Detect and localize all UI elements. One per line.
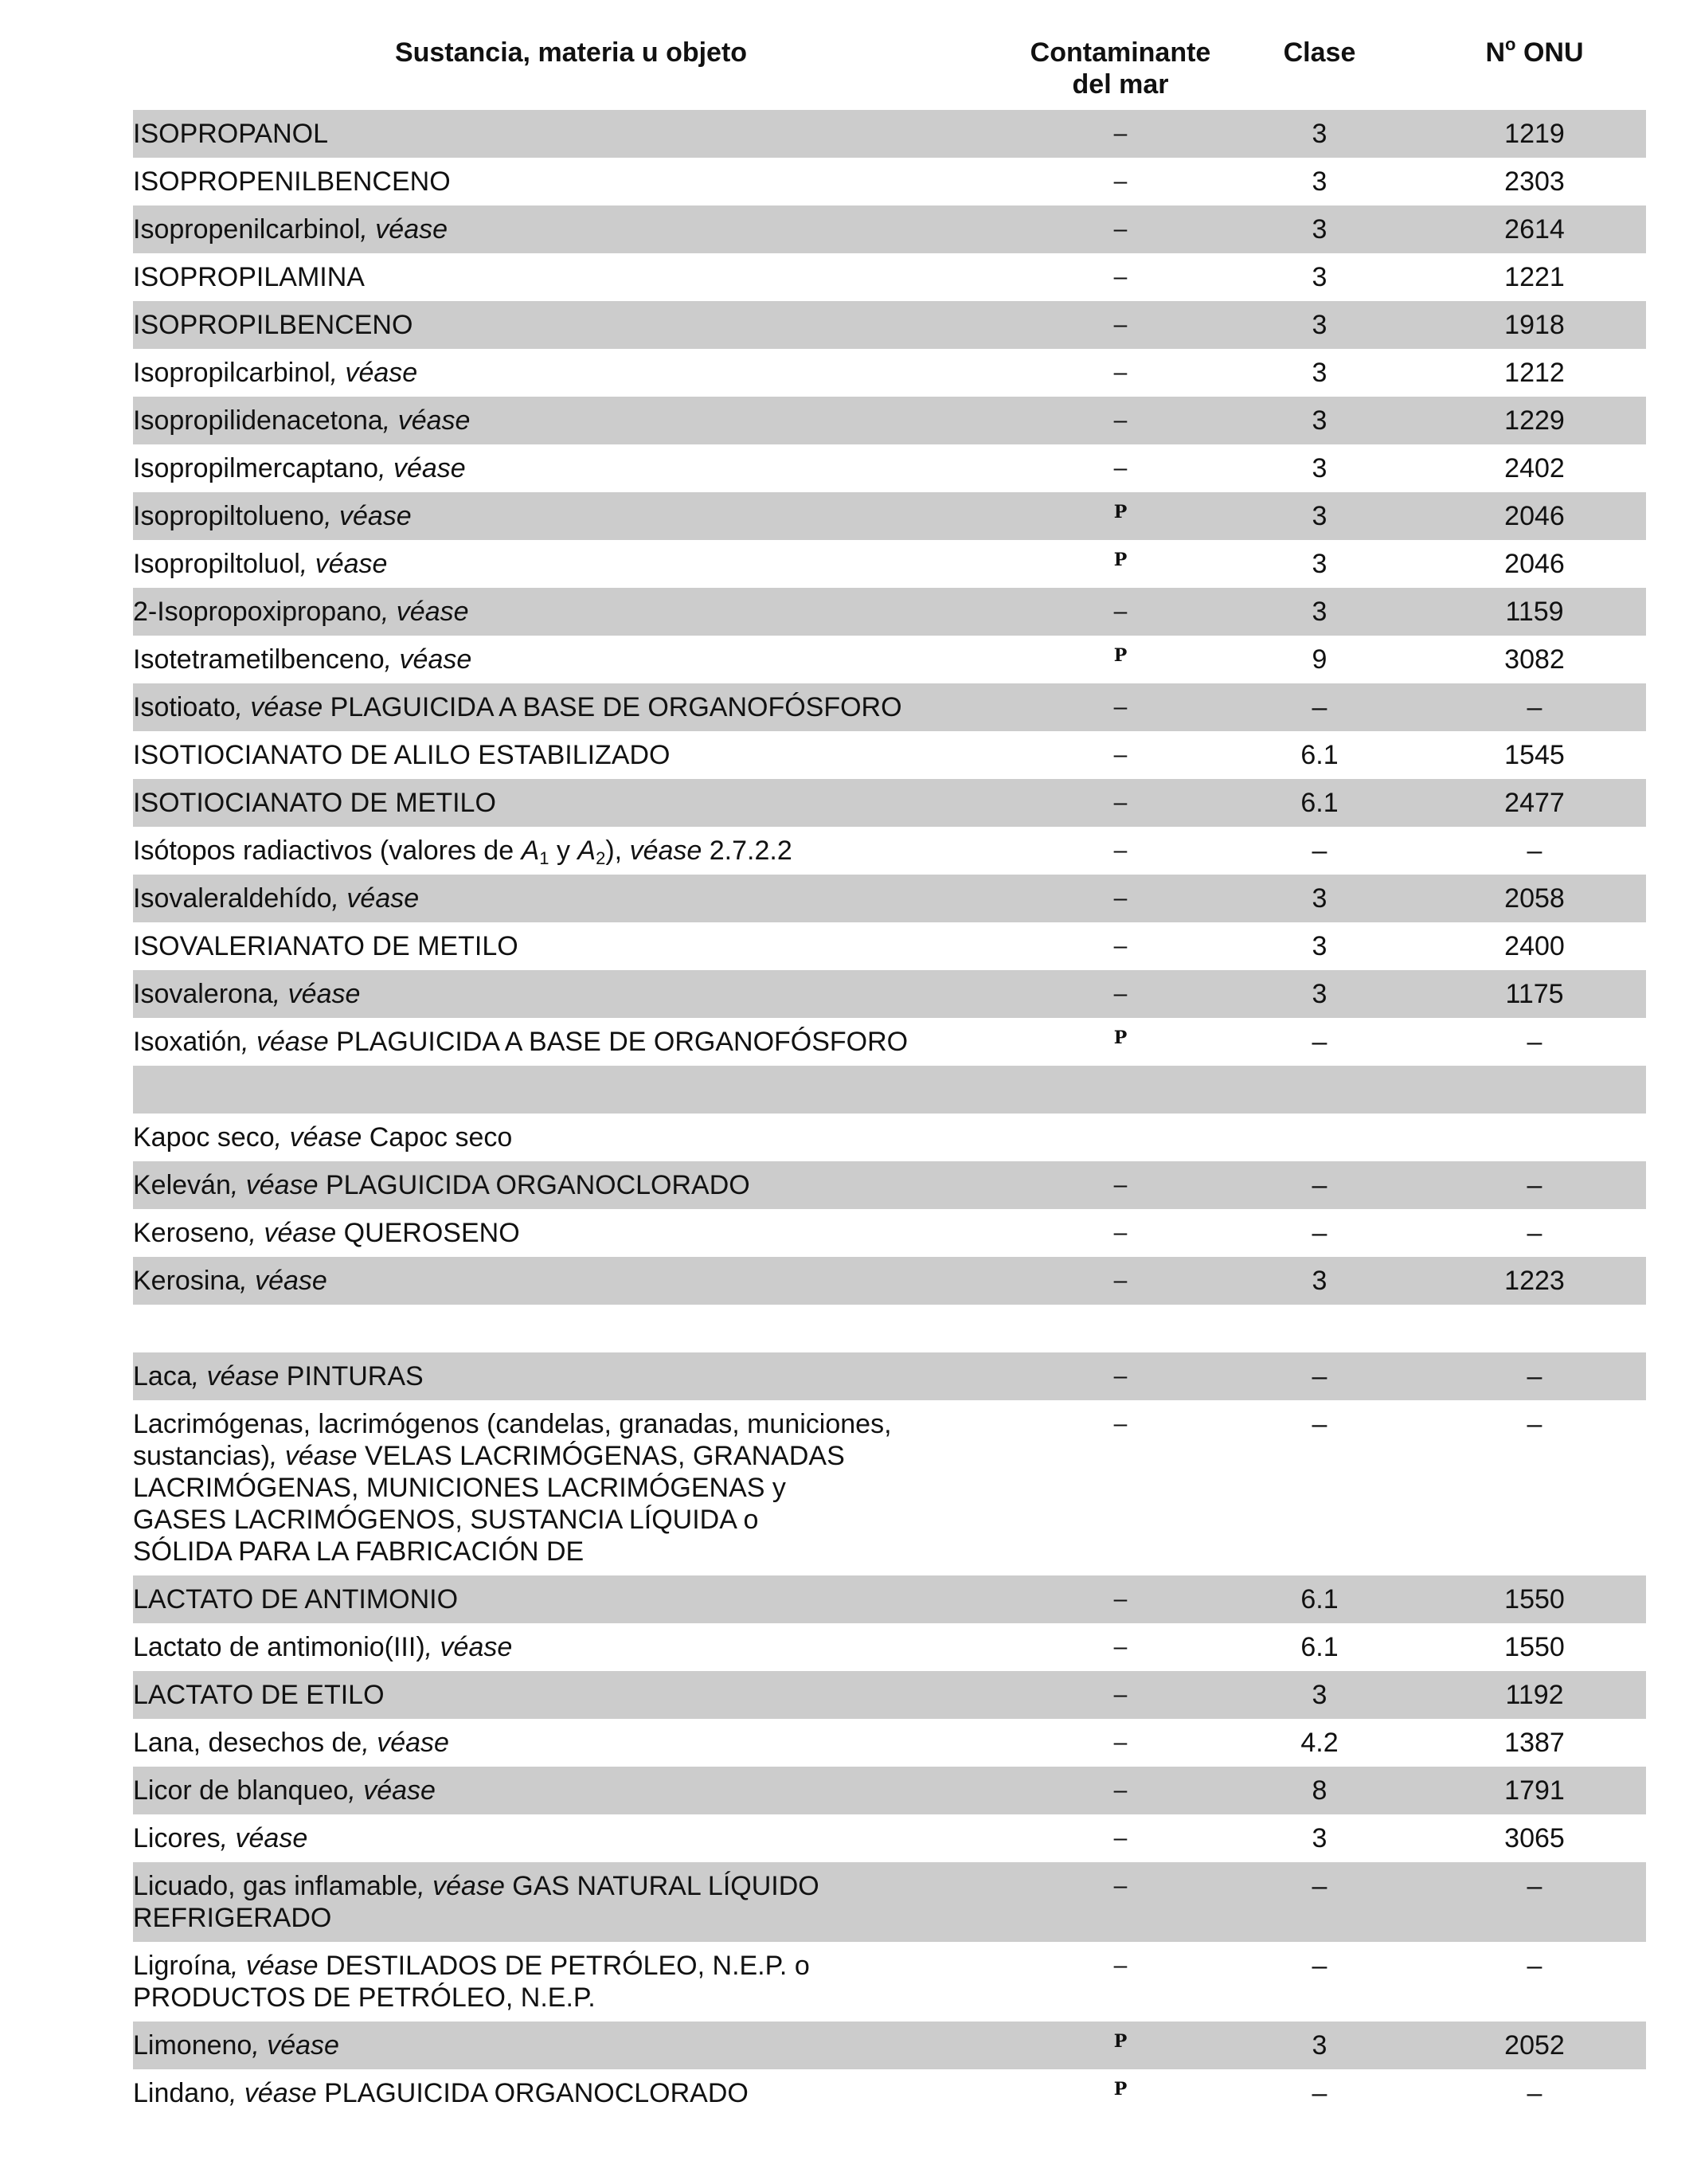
class-cell: 3: [1312, 883, 1327, 914]
marine-pollutant-cell: [1025, 1313, 1216, 1344]
substance-cell: [133, 1217, 1025, 1249]
cross-reference: GASES LACRIMÓGENOS, SUSTANCIA LÍQUIDA o: [133, 1505, 759, 1535]
table-row: [133, 205, 1646, 253]
substance-cell: [133, 1074, 1025, 1106]
table-row: [133, 1942, 1646, 2022]
table-row: [133, 875, 1646, 922]
table-row: [133, 1862, 1646, 1942]
marine-pollutant-cell: [1025, 1074, 1216, 1106]
un-number-cell: 2303: [1504, 166, 1565, 197]
symbol-a1: A: [521, 836, 540, 866]
un-number-cell: 3065: [1504, 1823, 1565, 1853]
table-row: [133, 110, 1646, 158]
marine-pollutant-cell: –: [1113, 1363, 1128, 1389]
marine-pollutant-cell: –: [1113, 694, 1128, 720]
substance-cell: [133, 1822, 1025, 1854]
see-reference-label: , véase: [362, 1728, 449, 1758]
marine-pollutant-cell: –: [1113, 455, 1128, 481]
text-run: ),: [605, 836, 630, 866]
header-un-number: [1423, 34, 1646, 68]
marine-pollutant-cell: P: [1113, 1027, 1128, 1048]
table-row: [133, 349, 1646, 397]
un-number-cell: –: [1527, 1951, 1542, 1981]
marine-pollutant-cell: –: [1113, 1952, 1128, 1979]
marine-pollutant-cell: –: [1113, 1411, 1128, 1437]
marine-pollutant-cell: –: [1113, 742, 1128, 768]
un-number-cell: 2046: [1504, 549, 1565, 579]
marine-pollutant-cell: –: [1113, 1586, 1128, 1612]
class-cell: 3: [1312, 1266, 1327, 1296]
class-cell: 3: [1312, 310, 1327, 340]
un-number-cell: 1550: [1504, 1632, 1565, 1662]
un-number-cell: –: [1527, 692, 1542, 722]
cross-reference: PLAGUICIDA A BASE DE ORGANOFÓSFORO: [323, 692, 902, 722]
substance-cell: [133, 166, 1025, 198]
substance-name: LACTATO DE ETILO: [133, 1680, 385, 1710]
un-number-cell: 1545: [1504, 740, 1565, 770]
table-row: [133, 827, 1646, 875]
class-cell: 3: [1312, 1823, 1327, 1853]
substance-name: Kapoc seco: [133, 1122, 275, 1153]
class-cell: –: [1312, 1951, 1327, 1981]
substance-cell: [133, 309, 1025, 341]
class-cell: 3: [1312, 501, 1327, 531]
class-cell: 3: [1312, 1680, 1327, 1710]
table-row: [133, 970, 1646, 1018]
substance-name: Isovalerona: [133, 979, 273, 1009]
header-marine-pollutant: [1025, 37, 1216, 100]
substance-name: Isopropenilcarbinol: [133, 214, 361, 245]
table-row: [133, 1671, 1646, 1719]
un-number-cell: –: [1527, 1027, 1542, 1057]
substance-name: Lana, desechos de: [133, 1728, 362, 1758]
un-number-cell: –: [1527, 2078, 1542, 2108]
substance-cell: [133, 1121, 1025, 1153]
see-reference-label: , véase: [382, 405, 471, 436]
substance-name: Licor de blanqueo: [133, 1775, 349, 1806]
marine-pollutant-cell: P: [1113, 645, 1128, 666]
see-reference-label: , véase: [252, 2030, 339, 2061]
table-row: [133, 397, 1646, 444]
cross-reference: SÓLIDA PARA LA FABRICACIÓN DE: [133, 1536, 585, 1567]
see-reference-label: , véase: [272, 979, 361, 1009]
table-row: [133, 1114, 1646, 1161]
table-row: [133, 1767, 1646, 1814]
substance-cell: [133, 213, 1025, 245]
substance-name: Isotioato: [133, 692, 236, 722]
class-cell: 3: [1312, 2030, 1327, 2061]
un-number-cell: 2052: [1504, 2030, 1565, 2061]
substance-name: Isótopos radiactivos (valores de: [133, 836, 522, 866]
class-cell: 9: [1312, 644, 1327, 675]
marine-pollutant-cell: –: [1113, 1777, 1128, 1803]
substance-cell: [133, 1679, 1025, 1711]
see-reference-label: , véase: [235, 692, 323, 722]
substance-cell: [133, 1265, 1025, 1297]
class-cell: 6.1: [1300, 1584, 1339, 1615]
substance-name: ISOPROPENILBENCENO: [133, 166, 451, 197]
substance-cell: [133, 118, 1025, 150]
substance-name: Keroseno: [133, 1218, 249, 1248]
see-reference-label: , véase: [191, 1361, 280, 1391]
marine-pollutant-cell: –: [1113, 1634, 1128, 1660]
substance-cell: [133, 835, 1025, 867]
substance-name: ISOPROPILAMINA: [133, 262, 365, 292]
header-un-prefix: N: [1485, 37, 1506, 68]
cross-reference: PLAGUICIDA ORGANOCLORADO: [318, 1170, 750, 1200]
class-cell: –: [1312, 1361, 1327, 1391]
substance-cell: [133, 596, 1025, 628]
substance-name: 2-Isopropoxipropano: [133, 597, 381, 627]
marine-pollutant-cell: P: [1113, 550, 1128, 570]
table-row: [133, 922, 1646, 970]
see-reference-label: , véase: [330, 358, 418, 388]
marine-pollutant-cell: –: [1113, 216, 1128, 242]
see-reference-label: , véase: [348, 1775, 436, 1806]
table-row: [133, 2069, 1646, 2117]
see-reference-label: , véase: [424, 1632, 513, 1662]
header-un-suffix: ONU: [1515, 37, 1584, 68]
marine-pollutant-cell: –: [1113, 1681, 1128, 1708]
substance-name: ISOPROPILBENCENO: [133, 310, 413, 340]
class-cell: –: [1312, 1218, 1327, 1248]
see-reference-label: , véase: [229, 2078, 317, 2108]
marine-pollutant-cell: –: [1113, 1873, 1128, 1899]
substance-cell: [133, 500, 1025, 532]
substance-name: Isopropilcarbinol: [133, 358, 330, 388]
substance-name-cont: sustancias): [133, 1441, 270, 1471]
marine-pollutant-cell: P: [1113, 2079, 1128, 2100]
cross-reference: PRODUCTOS DE PETRÓLEO, N.E.P.: [133, 1982, 596, 2013]
substance-cell: [133, 1870, 1025, 1934]
substance-name: Lacrimógenas, lacrimógenos (candelas, granadas, municiones,: [133, 1409, 892, 1439]
class-cell: –: [1312, 1409, 1327, 1439]
substance-cell: [133, 1408, 1025, 1568]
class-cell: –: [1312, 836, 1327, 866]
see-reference-label: , véase: [230, 1951, 319, 1981]
substance-name: Keleván: [133, 1170, 231, 1200]
see-reference-label: , véase: [331, 883, 420, 914]
substance-cell: [133, 739, 1025, 771]
substance-cell: [133, 978, 1025, 1010]
class-cell: 3: [1312, 166, 1327, 197]
class-cell: 3: [1312, 119, 1327, 149]
class-cell: –: [1312, 2078, 1327, 2108]
un-number-cell: 2058: [1504, 883, 1565, 914]
section-spacer-row: [133, 1066, 1646, 1114]
un-number-cell: 1387: [1504, 1728, 1565, 1758]
class-cell: [1216, 1074, 1423, 1106]
substance-cell: [133, 1950, 1025, 2014]
un-number-cell: 1223: [1504, 1266, 1565, 1296]
marine-pollutant-cell: P: [1113, 2031, 1128, 2052]
section-spacer-row: [133, 1305, 1646, 1352]
cross-reference: PINTURAS: [279, 1361, 424, 1391]
substance-name: ISOTIOCIANATO DE METILO: [133, 788, 496, 818]
marine-pollutant-cell: –: [1113, 1825, 1128, 1851]
class-cell: [1216, 1313, 1423, 1344]
class-cell: 3: [1312, 549, 1327, 579]
un-number-cell: 1791: [1504, 1775, 1565, 1806]
class-cell: [1216, 1121, 1423, 1153]
text-run: y: [549, 836, 578, 866]
table-row: [133, 540, 1646, 588]
class-cell: –: [1312, 1871, 1327, 1901]
see-reference-label: , véase: [269, 1441, 358, 1471]
un-number-cell: 2402: [1504, 453, 1565, 483]
class-cell: 3: [1312, 979, 1327, 1009]
substance-cell: [133, 548, 1025, 580]
class-cell: 6.1: [1300, 1632, 1339, 1662]
see-reference-label: , véase: [378, 453, 466, 483]
marine-pollutant-cell: –: [1113, 311, 1128, 338]
un-number-cell: 3082: [1504, 644, 1565, 675]
cross-reference: GAS NATURAL LÍQUIDO: [504, 1871, 819, 1901]
substance-cell: [133, 787, 1025, 819]
class-cell: 6.1: [1300, 740, 1339, 770]
class-cell: 4.2: [1300, 1728, 1339, 1758]
substance-name: Ligroína: [133, 1951, 231, 1981]
class-cell: 3: [1312, 262, 1327, 292]
substance-name: LACTATO DE ANTIMONIO: [133, 1584, 459, 1615]
class-cell: 3: [1312, 597, 1327, 627]
class-cell: 3: [1312, 453, 1327, 483]
cross-reference: VELAS LACRIMÓGENAS, GRANADAS: [357, 1441, 845, 1471]
cross-reference: Capoc seco: [362, 1122, 513, 1153]
substance-cell: [133, 1169, 1025, 1201]
substance-cell: [133, 691, 1025, 723]
table-row: [133, 301, 1646, 349]
subscript-1: 1: [539, 848, 549, 868]
substance-name: ISOTIOCIANATO DE ALILO ESTABILIZADO: [133, 740, 671, 770]
marine-pollutant-cell: –: [1113, 885, 1128, 911]
see-reference-label: , véase: [274, 1122, 362, 1153]
class-cell: 3: [1312, 358, 1327, 388]
cross-reference: 2.7.2.2: [702, 836, 792, 866]
substance-cell: [133, 1631, 1025, 1663]
cross-reference: REFRIGERADO: [133, 1903, 332, 1933]
substance-name: Limoneno: [133, 2030, 252, 2061]
marine-pollutant-cell: [1025, 1121, 1216, 1153]
substance-cell: [133, 1727, 1025, 1759]
see-reference-label: , véase: [381, 597, 469, 627]
cross-reference: DESTILADOS DE PETRÓLEO, N.E.P. o: [318, 1951, 810, 1981]
table-row: [133, 253, 1646, 301]
un-number-cell: 1221: [1504, 262, 1565, 292]
class-cell: 8: [1312, 1775, 1327, 1806]
symbol-a2: A: [577, 836, 596, 866]
substance-cell: [133, 883, 1025, 914]
marine-pollutant-cell: –: [1113, 837, 1128, 863]
un-number-cell: 2046: [1504, 501, 1565, 531]
substance-name: Laca: [133, 1361, 192, 1391]
table-row: [133, 683, 1646, 731]
table-row: [133, 1719, 1646, 1767]
substance-name: Isotetrametilbenceno: [133, 644, 385, 675]
table-row: [133, 2022, 1646, 2069]
table-row: [133, 779, 1646, 827]
substance-name: Isopropiltoluol: [133, 549, 300, 579]
substance-cell: [133, 1360, 1025, 1392]
substance-name: Lindano: [133, 2078, 230, 2108]
marine-pollutant-cell: –: [1113, 407, 1128, 433]
cross-reference: QUEROSENO: [336, 1218, 520, 1248]
substance-cell: [133, 1775, 1025, 1806]
substance-name: Licuado, gas inflamable: [133, 1871, 418, 1901]
substance-name: Lactato de antimonio(III): [133, 1632, 425, 1662]
table-row: [133, 444, 1646, 492]
un-number-cell: 1192: [1505, 1680, 1564, 1710]
table-row: [133, 636, 1646, 683]
substance-name: Isoxatión: [133, 1027, 242, 1057]
marine-pollutant-cell: –: [1113, 789, 1128, 816]
substance-cell: [133, 452, 1025, 484]
see-reference-label: , véase: [248, 1218, 337, 1248]
substance-cell: [133, 2029, 1025, 2061]
see-reference-label: , véase: [220, 1823, 308, 1853]
class-cell: 3: [1312, 931, 1327, 961]
substance-cell: [133, 357, 1025, 389]
see-reference-label: , véase: [360, 214, 448, 245]
substance-cell: [133, 1313, 1025, 1344]
table-header: [133, 33, 1646, 110]
table-row: [133, 731, 1646, 779]
un-number-cell: [1423, 1121, 1646, 1153]
header-class: Clase: [1283, 37, 1356, 68]
un-number-cell: 2400: [1504, 931, 1565, 961]
substance-cell: [133, 644, 1025, 675]
marine-pollutant-cell: –: [1113, 168, 1128, 194]
substance-name: Licores: [133, 1823, 221, 1853]
marine-pollutant-cell: –: [1113, 359, 1128, 386]
table-row: [133, 1209, 1646, 1257]
marine-pollutant-cell: –: [1113, 933, 1128, 959]
marine-pollutant-cell: –: [1113, 1219, 1128, 1246]
substance-name: ISOVALERIANATO DE METILO: [133, 931, 518, 961]
un-number-cell: –: [1527, 1170, 1542, 1200]
substance-name: Isopropiltolueno: [133, 501, 325, 531]
see-reference-label: , véase: [324, 501, 412, 531]
see-reference-label: , véase: [299, 549, 388, 579]
un-number-cell: [1423, 1074, 1646, 1106]
table-row: [133, 1400, 1646, 1575]
un-number-cell: 1212: [1504, 358, 1565, 388]
subscript-2: 2: [596, 848, 606, 868]
table-row: [133, 1814, 1646, 1862]
marine-pollutant-cell: P: [1113, 502, 1128, 523]
table-row: [133, 158, 1646, 205]
substance-name: Isovaleraldehído: [133, 883, 332, 914]
class-cell: 3: [1312, 214, 1327, 245]
table-row: [133, 492, 1646, 540]
cross-reference: LACRIMÓGENAS, MUNICIONES LACRIMÓGENAS y: [133, 1473, 786, 1503]
un-number-cell: 2614: [1504, 214, 1565, 245]
table-row: [133, 1352, 1646, 1400]
class-cell: –: [1312, 1170, 1327, 1200]
substance-name: Isopropilmercaptano: [133, 453, 379, 483]
substance-name: Isopropilidenacetona: [133, 405, 383, 436]
substance-cell: [133, 1583, 1025, 1615]
un-number-cell: 1229: [1504, 405, 1565, 436]
un-number-cell: 1550: [1504, 1584, 1565, 1615]
see-reference-label: , véase: [230, 1170, 319, 1200]
marine-pollutant-cell: –: [1113, 980, 1128, 1007]
table-row: [133, 1161, 1646, 1209]
substance-name: Kerosina: [133, 1266, 240, 1296]
marine-pollutant-cell: –: [1113, 1172, 1128, 1198]
class-cell: –: [1312, 1027, 1327, 1057]
header-substance: Sustancia, materia u objeto: [394, 37, 748, 68]
un-number-cell: 1175: [1505, 979, 1564, 1009]
un-number-cell: –: [1527, 836, 1542, 866]
un-number-cell: –: [1527, 1361, 1542, 1391]
substance-name: ISOPROPANOL: [133, 119, 328, 149]
un-number-cell: –: [1527, 1409, 1542, 1439]
see-reference-label: , véase: [384, 644, 472, 675]
marine-pollutant-cell: –: [1113, 1267, 1128, 1294]
class-cell: 3: [1312, 405, 1327, 436]
see-reference-label: , véase: [240, 1266, 327, 1296]
class-cell: 6.1: [1300, 788, 1339, 818]
see-reference-label: , véase: [241, 1027, 329, 1057]
table-row: [133, 1623, 1646, 1671]
marine-pollutant-cell: –: [1113, 264, 1128, 290]
header-marine-line1: Contaminante: [1030, 37, 1211, 68]
table-row: [133, 588, 1646, 636]
un-number-cell: 2477: [1504, 788, 1565, 818]
marine-pollutant-cell: –: [1113, 120, 1128, 147]
class-cell: –: [1312, 692, 1327, 722]
marine-pollutant-cell: –: [1113, 1729, 1128, 1755]
table-row: [133, 1018, 1646, 1066]
un-number-cell: –: [1527, 1871, 1542, 1901]
substance-cell: [133, 261, 1025, 293]
un-number-cell: 1219: [1504, 119, 1565, 149]
un-number-cell: 1918: [1504, 310, 1565, 340]
substance-cell: [133, 405, 1025, 436]
header-un-sup: o: [1505, 34, 1516, 54]
un-number-cell: 1159: [1505, 597, 1564, 627]
marine-pollutant-cell: –: [1113, 598, 1128, 624]
table-row: [133, 1575, 1646, 1623]
substance-cell: [133, 930, 1025, 962]
see-reference-label: , véase: [417, 1871, 505, 1901]
table-body: [133, 110, 1646, 2117]
see-reference-label: véase: [629, 836, 702, 866]
substance-table: [133, 33, 1646, 2117]
table-row: [133, 1257, 1646, 1305]
substance-cell: [133, 2077, 1025, 2109]
un-number-cell: [1423, 1313, 1646, 1344]
cross-reference: PLAGUICIDA ORGANOCLORADO: [316, 2078, 749, 2108]
header-marine-line2: del mar: [1072, 69, 1169, 100]
cross-reference: PLAGUICIDA A BASE DE ORGANOFÓSFORO: [328, 1027, 909, 1057]
un-number-cell: –: [1527, 1218, 1542, 1248]
substance-cell: [133, 1026, 1025, 1058]
